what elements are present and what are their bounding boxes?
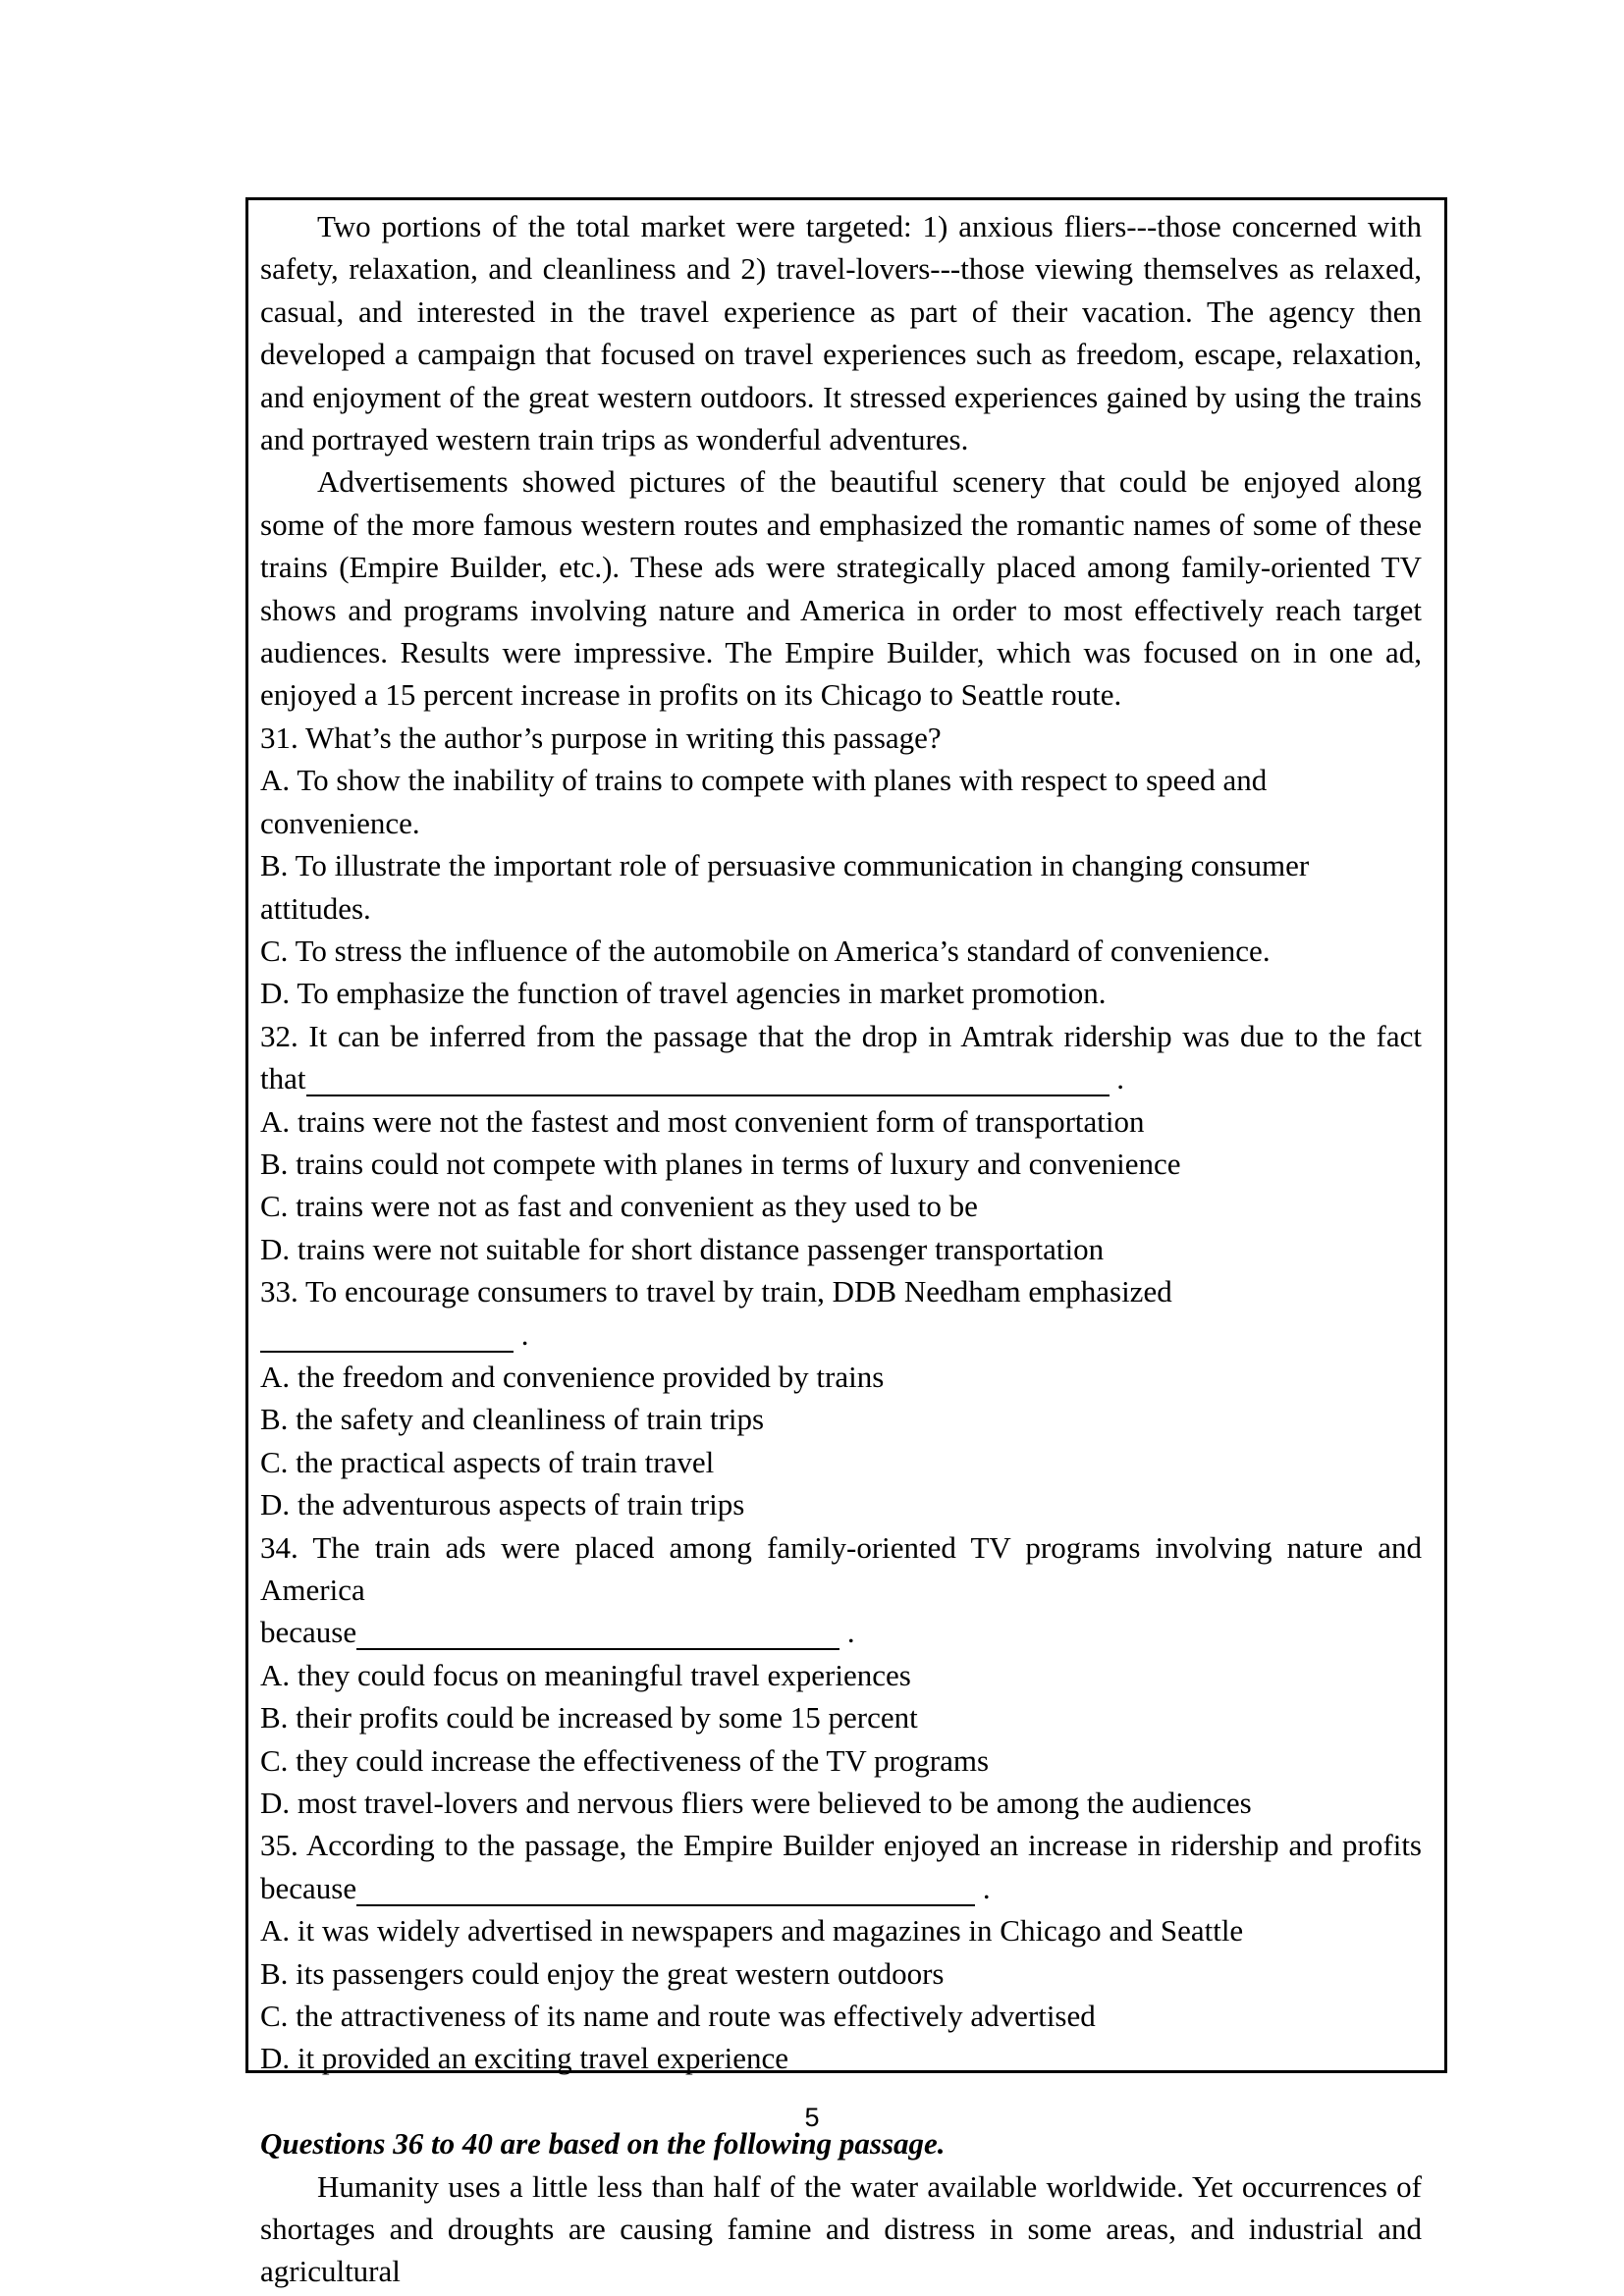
question-32-blank-suffix: .	[1109, 1061, 1124, 1096]
question-32	[260, 1015, 1422, 1270]
question-35-option-a: A. it was widely advertised in newspapers and magazines in Chicago and Seattle	[260, 1913, 1244, 1949]
question-35	[260, 1824, 1422, 2079]
question-31-stem: 31. What’s the author’s purpose in writing this passage?	[260, 720, 942, 755]
question-32-blank-prefix: that	[260, 1061, 306, 1096]
question-31-option-b: B. To illustrate the important role of persuasive communication in changing consumer attitudes.	[260, 848, 1310, 926]
question-35-blank-prefix: because	[260, 1870, 357, 1905]
question-32-option-c: C. trains were not as fast and convenient as they used to be	[260, 1189, 978, 1224]
passage1-paragraph-2: Advertisements showed pictures of the beautiful scenery that could be enjoyed along some of the more famous western routes and emphasized the romantic names of some of these trains (Empire Builder, etc.). These ads were strategically placed among family-oriented TV shows and programs involving nature and America in order to most effectively reach target audiences. Results were impressive. The Empire Builder, which was focused on in one ad, enjoyed a 15 percent increase in profits on its Chicago to Seattle route.	[260, 464, 1422, 713]
question-33	[260, 1270, 1422, 1525]
question-32-blank-line	[260, 1057, 1422, 1099]
question-35-option-c: C. the attractiveness of its name and route was effectively advertised	[260, 1999, 1096, 2034]
question-34-option-c: C. they could increase the effectiveness of the TV programs	[260, 1742, 990, 1778]
question-31	[260, 717, 1422, 1015]
page-number: 5	[804, 2103, 820, 2132]
question-35-blank-line	[260, 1867, 1422, 1909]
question-34-option-a: A. they could focus on meaningful travel experiences	[260, 1657, 911, 1692]
question-32-stem: 32. It can be inferred from the passage that the drop in Amtrak ridership was due to the fact	[260, 1018, 1422, 1053]
question-34-blank-suffix: .	[839, 1615, 855, 1650]
question-33-option-d: D. the adventurous aspects of train trips	[260, 1487, 745, 1522]
question-33-option-c: C. the practical aspects of train travel	[260, 1444, 715, 1479]
question-32-option-b: B. trains could not compete with planes in terms of luxury and convenience	[260, 1146, 1181, 1181]
question-35-blank-suffix: .	[975, 1870, 991, 1905]
answer-blank-34	[356, 1648, 839, 1650]
answer-blank-33	[260, 1351, 514, 1353]
question-33-option-a: A. the freedom and convenience provided by trains	[260, 1359, 885, 1394]
question-34-option-b: B. their profits could be increased by some 15 percent	[260, 1700, 918, 1735]
question-33-blank-prefix: 33. To encourage consumers to travel by train, DDB Needham emphasized	[260, 1274, 1172, 1309]
question-35-option-d: D. it provided an exciting travel experience	[260, 2041, 788, 2076]
question-34-blank-prefix: because	[260, 1615, 357, 1650]
passage-and-questions-box	[245, 197, 1447, 2289]
question-32-option-a: A. trains were not the fastest and most convenient form of transportation	[260, 1103, 1145, 1139]
passage2-paragraph-1: Humanity uses a little less than half of the water available worldwide. Yet occurrences of shortages and droughts are causing famine and distress in some areas, and industrial and agricultural	[260, 2168, 1422, 2289]
answer-blank-32	[306, 1095, 1110, 1096]
question-32-option-d: D. trains were not suitable for short distance passenger transportation	[260, 1231, 1105, 1266]
question-33-stem	[260, 1270, 1422, 1356]
question-34-blank-line	[260, 1611, 1422, 1653]
section-heading-questions-36-40: Questions 36 to 40 are based on the following passage.	[260, 2126, 946, 2162]
question-34	[260, 1526, 1422, 1825]
question-31-option-c: C. To stress the influence of the automobile on America’s standard of convenience.	[260, 933, 1271, 968]
question-35-option-b: B. its passengers could enjoy the great western outdoors	[260, 1955, 945, 1991]
question-35-stem: 35. According to the passage, the Empire Builder enjoyed an increase in ridership and profits	[260, 1828, 1422, 1863]
question-33-option-b: B. the safety and cleanliness of train trips	[260, 1402, 765, 1437]
passage1-paragraph-1: Two portions of the total market were targeted: 1) anxious fliers---those concerned with safety, relaxation, and cleanliness and 2) travel-lovers---those viewing themselves as relaxed, casual, and interested in the travel experience as part of their vacation. The agency then developed a campaign that focused on travel experiences such as freedom, escape, relaxation, and enjoyment of the great western outdoors. It stressed experiences gained by using the trains and portrayed western train trips as wonderful adventures.	[260, 209, 1422, 457]
question-31-option-a: A. To show the inability of trains to compete with planes with respect to speed and convenience.	[260, 763, 1268, 840]
question-31-option-d: D. To emphasize the function of travel agencies in market promotion.	[260, 976, 1107, 1011]
question-33-blank-suffix: .	[514, 1316, 529, 1352]
question-34-stem: 34. The train ads were placed among family-oriented TV programs involving nature and America	[260, 1529, 1422, 1607]
question-34-option-d: D. most travel-lovers and nervous fliers were believed to be among the audiences	[260, 1786, 1252, 1821]
answer-blank-35	[356, 1904, 975, 1906]
